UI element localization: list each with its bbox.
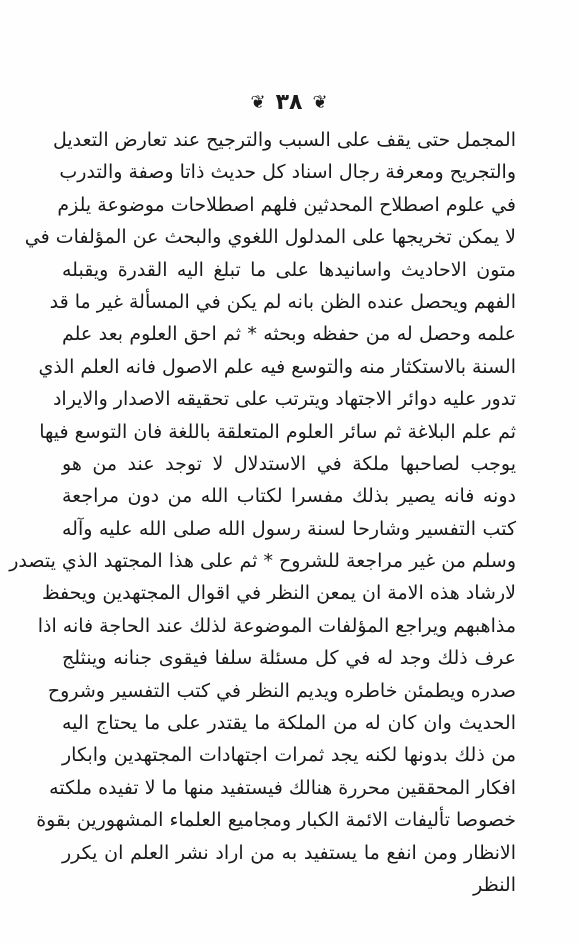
text-line: والتجريح ومعرفة رجال اسناد كل حديث ذاتا وصفة والتدرب — [59, 161, 516, 184]
text-line: وسلم من غير مراجعة للشروح * ثم على هذا المجتهد الذي يتصدر — [9, 550, 516, 573]
text-line: من ذلك بدونها لكنه يجد ثمرات اجتهادات المجتهدين وابكار — [62, 744, 516, 767]
text-line: دونه فانه يصير بذلك مفسرا لكتاب الله من دون مراجعة — [62, 485, 516, 508]
text-line: عرف ذلك وجد له في كل مسئلة سلفا فيقوى جنانه وينثلج — [62, 647, 516, 670]
text-line: افكار المحققين محررة هنالك فيستفيد منها ما لا تفيده ملكته — [49, 776, 516, 799]
text-line: المجمل حتى يقف على السبب والترجيح عند تعارض التعديل — [52, 129, 516, 151]
body-text — [9, 124, 516, 901]
text-line: لا يمكن تخريجها على المدلول اللغوي والبحث عن المؤلفات في — [24, 226, 516, 249]
text-line: لارشاد هذه الامة ان يمعن النظر في اقوال المجتهدين ويحفظ — [41, 582, 516, 605]
text-line: السنة بالاستكثار منه والتوسع فيه علم الاصول فانه العلم الذي — [38, 355, 516, 378]
text-line: الانظار ومن انفع ما يستفيد به من اراد نشر العلم ان يكرر — [62, 841, 516, 864]
text-line: في علوم اصطلاح المحدثين فلهم اصطلاحات موضوعة يلزم — [57, 193, 516, 216]
text-line: الحديث وان كان له من الملكة ما يقتدر على ما يحتاج اليه — [62, 712, 516, 735]
text-line: مذاهبهم ويراجع المؤلفات الموضوعة لذلك عند الحاجة فانه اذا — [37, 614, 516, 637]
ornament-left-icon: ❦ — [250, 92, 266, 113]
text-line: علمه وحصل له من حفظه وبحثه * ثم احق العلوم بعد علم — [62, 323, 516, 346]
ornament-right-icon: ❦ — [312, 92, 328, 113]
text-line: متون الاحاديث واسانيدها على ما تبلغ اليه القدرة ويقبله — [62, 258, 516, 281]
text-line: ثم علم البلاغة ثم سائر العلوم المتعلقة باللغة فان التوسع فيها — [39, 420, 516, 443]
page-header — [0, 88, 578, 118]
page-number: ٣٨ — [275, 90, 303, 115]
text-line: صدره ويطمئن خاطره ويديم النظر في كتب التفسير وشروح — [47, 679, 516, 702]
text-line: الفهم ويحصل عنده الظن بانه لم يكن في المسألة غير ما قد — [49, 290, 516, 313]
text-line: خصوصا تأليفات الائمة الكبار ومجاميع العلماء المشهورين بقوة — [36, 809, 516, 832]
text-line: تدور عليه دوائر الاجتهاد ويترتب على تحقيقه الاصدار والايراد — [52, 388, 516, 411]
text-line: يوجب لصاحبها ملكة في الاستدلال لا توجد عند من هو — [62, 452, 516, 475]
text-line: النظر — [473, 873, 516, 896]
text-line: كتب التفسير وشارحا لسنة رسول الله صلى الله عليه وآله — [62, 517, 516, 540]
